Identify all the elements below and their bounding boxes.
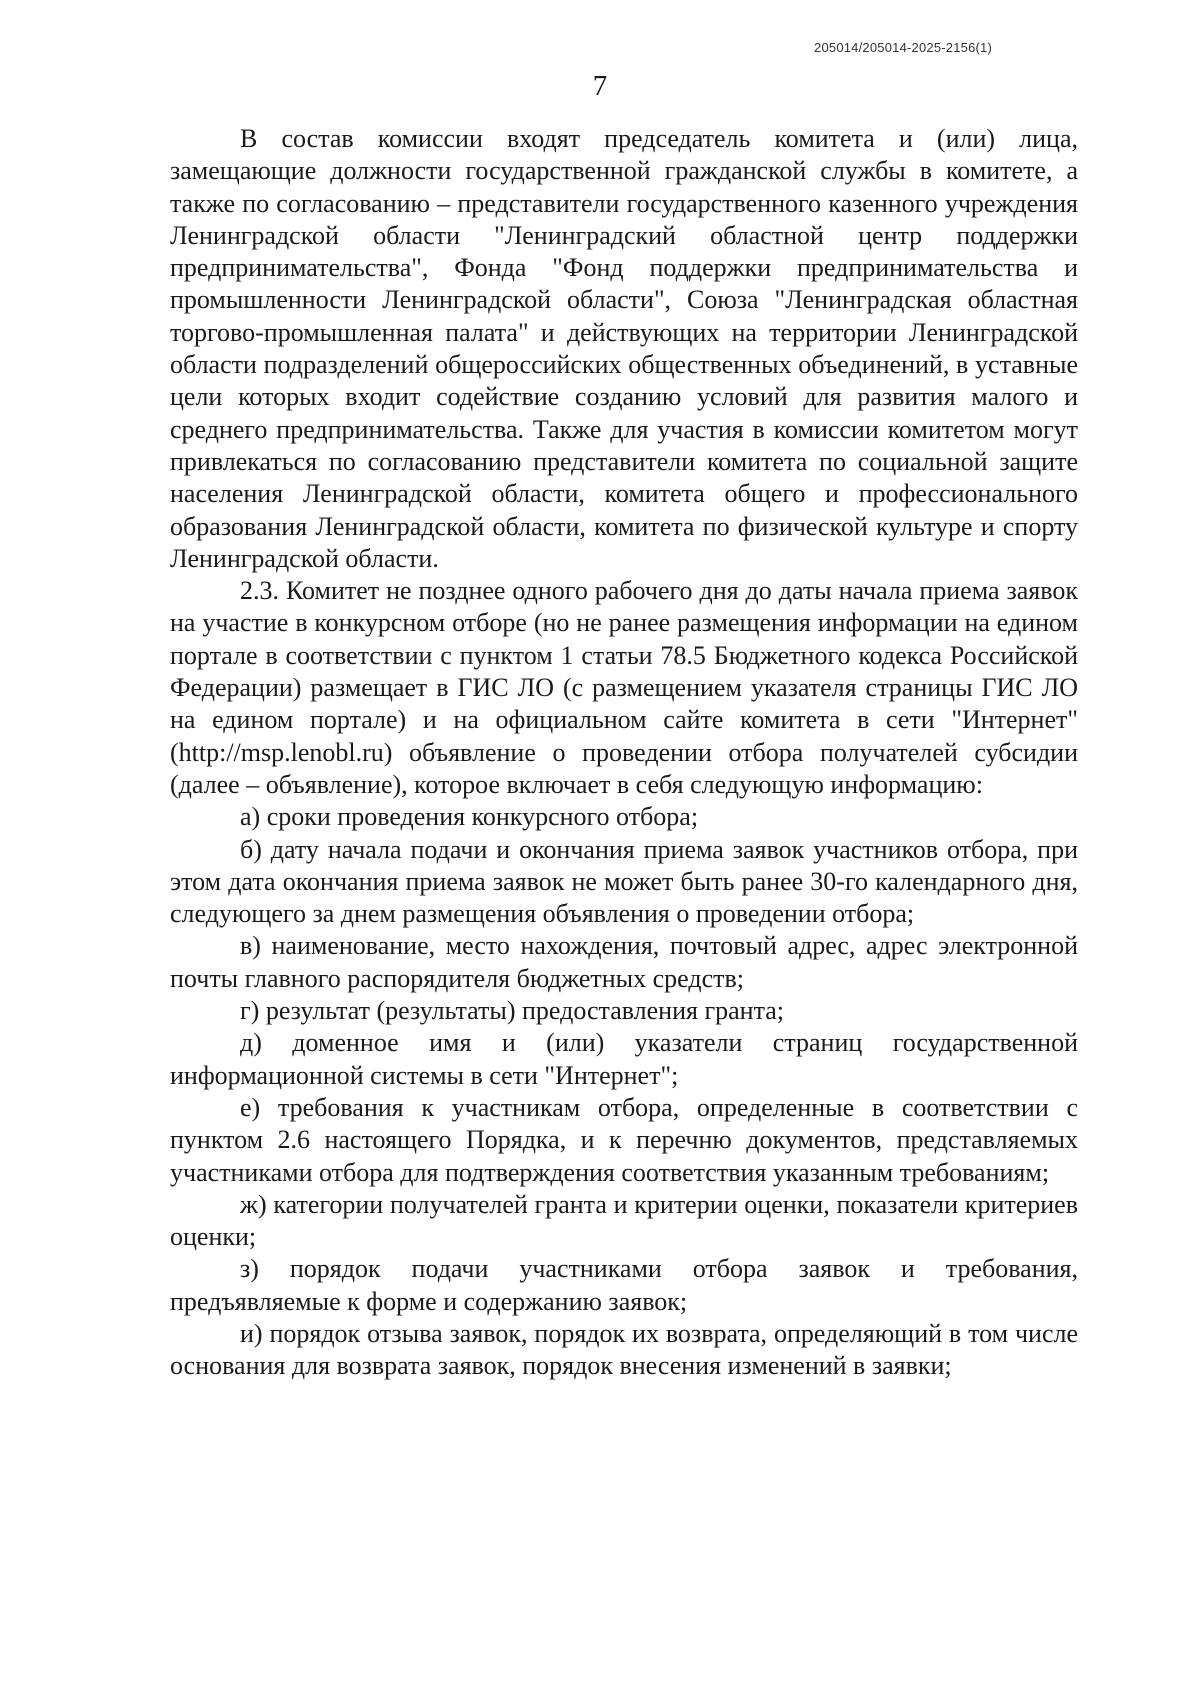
list-item-b: б) дату начала подачи и окончания приема заявок участников отбора, при этом дата окончания приема заявок не может быть ранее 30-го календарного дня, следующего за днем размещения объявления о проведении отбора; bbox=[170, 834, 1078, 929]
list-item-d: д) доменное имя и (или) указатели страниц государственной информационной системы в сети "Интернет"; bbox=[170, 1028, 1078, 1090]
list-item-a: а) сроки проведения конкурсного отбора; bbox=[240, 802, 699, 832]
list-item-zh: ж) категории получателей гранта и критерии оценки, показатели критериев оценки; bbox=[170, 1189, 1078, 1252]
paragraph-commission-composition: В состав комиссии входят председатель комитета и (или) лица, замещающие должности государственной гражданской службы в комитете, а также по согласованию – представители государственного казенного учреждения Ленинградской области "Ленинградский областной центр поддержки предпринимательства", Фонда "Фонд поддержки предпринимательства и промышленности Ленинградской области", Союза "Ленинградская областная торгово-промышленная палата" и действующих на территории Ленинградской области подразделений общероссийских общественных объединений, в уставные цели которых входит содействие созданию условий для развития малого и среднего предпринимательства. Также для участия в комиссии комитетом могут привлекаться по согласованию представители комитета по социальной защите населения Ленинградской области, комитета общего и профессионального образования Ленинградской области, комитета по физической культуре и спорту Ленинградской области. bbox=[170, 124, 1078, 573]
list-item-e: е) требования к участникам отбора, определенные в соответствии с пунктом 2.6 настоящего Порядка, и к перечню документов, представляемых участниками отбора для подтверждения соответствия указанным требованиям; bbox=[170, 1092, 1078, 1187]
list-item-i: и) порядок отзыва заявок, порядок их возврата, определяющий в том числе основания для возврата заявок, порядок внесения изменений в заявки; bbox=[170, 1318, 1078, 1381]
paragraph-2-3-announcement: 2.3. Комитет не позднее одного рабочего дня до даты начала приема заявок на участие в конкурсном отборе (но не ранее размещения информации на едином портале в соответствии с пунктом 1 статьи 78.5 Бюджетного кодекса Российской Федерации) размещает в ГИС ЛО (с размещением указателя страницы ГИС ЛО на едином портале) и на официальном сайте комитета в сети "Интернет" (http://msp.lenobl.ru) объявление о проведении отбора получателей субсидии (далее – объявление), которое включает в себя следующую информацию: bbox=[170, 576, 1078, 799]
page-number: 7 bbox=[592, 70, 608, 102]
list-item-g: г) результат (результаты) предоставления гранта; bbox=[240, 996, 785, 1026]
document-body bbox=[170, 123, 1078, 1383]
list-item-v: в) наименование, место нахождения, почтовый адрес, адрес электронной почты главного распорядителя бюджетных средств; bbox=[170, 931, 1078, 993]
list-item-z: з) порядок подачи участниками отбора заявок и требования, предъявляемые к форме и содержанию заявок; bbox=[170, 1254, 1078, 1316]
document-registration-number: 205014/205014-2025-2156(1) bbox=[814, 40, 992, 55]
